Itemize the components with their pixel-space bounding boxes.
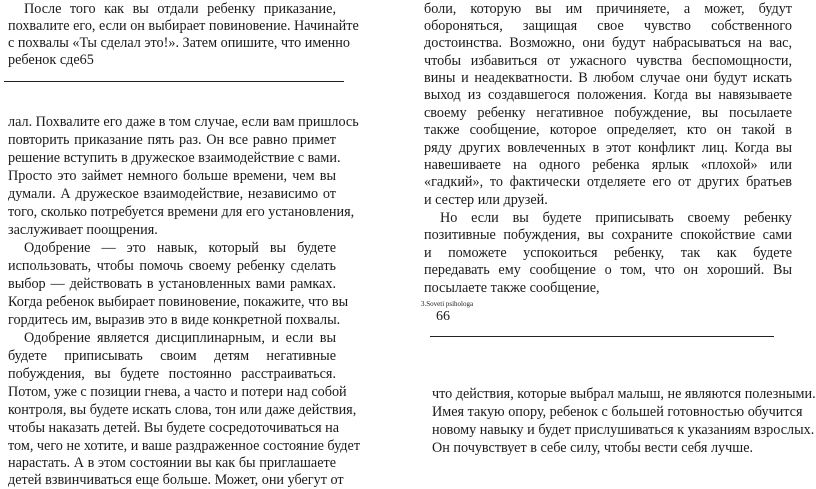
page-break-rule — [4, 81, 344, 82]
text-line: достоинства. Возможно, они будут набрасываться на вас, — [424, 35, 792, 51]
text-line: боли, которую вы им причиняете, а может, будут — [424, 1, 792, 17]
text-line: своему ребенку негативное побуждение, вы посылаете — [424, 105, 792, 121]
text-line: Имея такую опору, ребенок с большей готовностью обучится — [432, 404, 803, 420]
text-line: повторить приказание пять раз. Он все равно примет — [8, 132, 336, 148]
text-line: посылаете также сообщение, — [424, 280, 600, 296]
text-line: Он почувствует в себе силу, чтобы вести себя лучше. — [432, 440, 754, 456]
text-line: ряду других вовлеченных в этот конфликт лиц. Когда вы — [424, 140, 792, 156]
text-line: гордитесь им, выразив это в виде конкретной похвалы. — [8, 312, 341, 328]
text-line: нарастать. А в этом состоянии вы как бы приглашаете — [8, 455, 336, 471]
text-line: Но если вы будете приписывать своему ребенку — [440, 210, 792, 226]
text-line: обороняться, защищая свое чувство собственного — [424, 18, 792, 34]
text-line: навешиваете на одного ребенка ярлык «плохой» или — [424, 157, 792, 173]
source-note: 3.Soveti psihologa — [421, 300, 474, 308]
text-line: использовать, чтобы помочь своему ребенку сделать — [8, 258, 336, 274]
text-line: и сестер или друзей. — [424, 192, 548, 208]
text-line: похвалите его, если он выбирает повиновение. Начинайте — [8, 18, 359, 34]
text-line: решение вступить в дружеское взаимодействие с вами. — [8, 150, 341, 166]
text-line: выбор — действовать в установленных вами рамках. — [8, 276, 336, 292]
text-line: Одобрение — это навык, который вы будете — [24, 240, 336, 256]
text-line: чтобы наказать детей. Вы будете сосредоточиваться на — [8, 420, 340, 436]
text-line: том, чего не хотите, и ваше раздраженное состояние будет — [8, 438, 361, 454]
text-line: будете приписывать своим детям негативные — [8, 348, 336, 364]
text-line: выход из создавшегося положения. Когда вы навязываете — [424, 87, 792, 103]
text-line: новому навыку и будет прислушиваться к указаниям взрослых. — [432, 422, 815, 438]
page-break-rule — [430, 336, 774, 337]
text-line: с похвалы «Ты сделал это!». Затем опишите, что именно — [8, 35, 350, 51]
text-line: того, сколько потребуется времени для его установления, — [8, 204, 355, 220]
text-line: «гадкий», то фактически отделяете его от других братьев — [424, 174, 792, 190]
text-line: и поможете успокоиться ребенку, так как будете — [424, 245, 792, 261]
text-line: Потом, уже с позиции гнева, а часто и потери над собой — [8, 384, 347, 400]
text-line: побуждения, вы будете постоянно расстраиваться. — [8, 366, 336, 382]
text-line: лал. Похвалите его даже в том случае, если вам пришлось — [8, 114, 359, 130]
text-line: Просто это займет немного больше времени, чем вы — [8, 168, 336, 184]
text-line: заслуживает поощрения. — [8, 222, 158, 238]
text-line: думали. А дружеское взаимодействие, независимо от — [8, 186, 336, 202]
text-line: также сообщение, которое определяет, кто он такой в — [424, 122, 792, 138]
text-line: передавать ему сообщение о том, что он хороший. Вы — [424, 262, 792, 278]
text-line: чтобы избавиться от ужасного чувства беспомощности, — [424, 53, 792, 69]
page-number: 66 — [436, 309, 450, 324]
text-line: ребенок сде65 — [8, 52, 94, 68]
text-line: позитивные побуждения, вы сохраните спокойствие сами — [424, 227, 792, 243]
text-line: Когда ребенок выбирает повиновение, покажите, что вы — [8, 294, 349, 310]
text-line: Одобрение является дисциплинарным, и если вы — [24, 330, 336, 346]
text-line: После того как вы отдали ребенку приказание, — [24, 1, 336, 17]
text-line: контроля, вы будете искать слова, тон или даже действия, — [8, 402, 357, 418]
text-line: вины и неадекватности. В любом случае они будут искать — [424, 70, 792, 86]
text-line: что действия, которые выбрал малыш, не являются полезными. — [432, 386, 816, 402]
text-line: детей взвинчиваться еще больше. Может, они убегут от — [8, 472, 344, 488]
